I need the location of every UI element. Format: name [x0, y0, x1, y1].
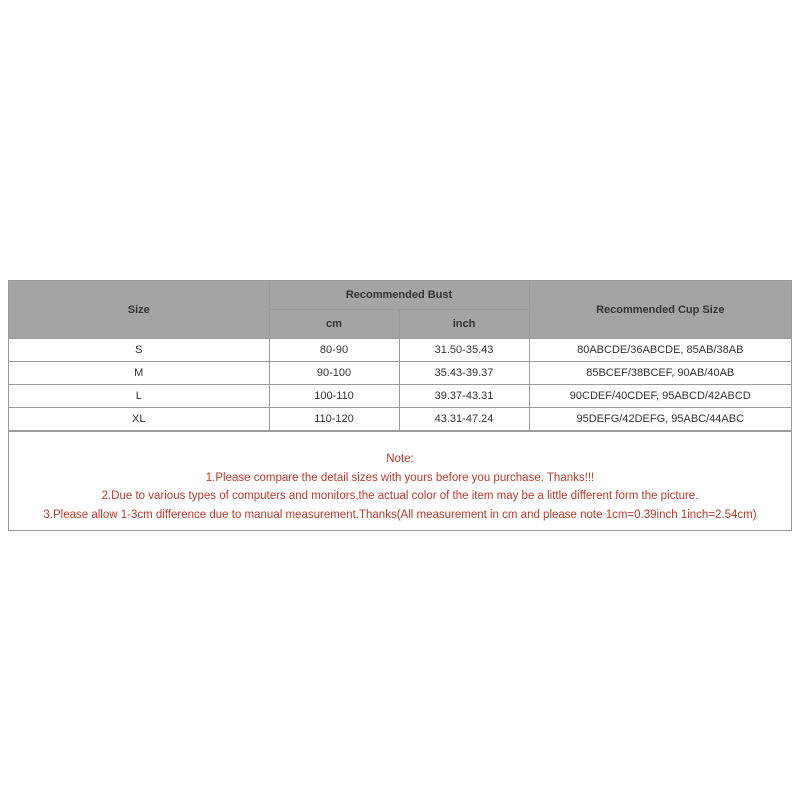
- cell-size: XL: [9, 408, 269, 431]
- cell-inch: 39.37-43.31: [399, 385, 529, 408]
- cell-cup: 85BCEF/38BCEF, 90AB/40AB: [529, 362, 791, 385]
- header-recommended-bust: Recommended Bust: [269, 281, 529, 310]
- notes-title: Note:: [386, 453, 414, 465]
- header-recommended-cup-size: Recommended Cup Size: [529, 281, 791, 339]
- cell-cm: 90-100: [269, 362, 399, 385]
- header-cm: cm: [269, 310, 399, 339]
- table-row: [9, 362, 791, 385]
- notes-section: [9, 431, 791, 530]
- cell-cm: 110-120: [269, 408, 399, 431]
- size-chart: [8, 280, 792, 531]
- cell-size: L: [9, 385, 269, 408]
- note-line-2: 2.Due to various types of computers and monitors,the actual color of the item may be a little different form the picture.: [101, 490, 699, 502]
- cell-size: S: [9, 339, 269, 362]
- cell-cup: 95DEFG/42DEFG, 95ABC/44ABC: [529, 408, 791, 431]
- header-inch: inch: [399, 310, 529, 339]
- cell-inch: 43.31-47.24: [399, 408, 529, 431]
- cell-inch: 31.50-35.43: [399, 339, 529, 362]
- table-row: [9, 385, 791, 408]
- cell-inch: 35.43-39.37: [399, 362, 529, 385]
- cell-cup: 90CDEF/40CDEF, 95ABCD/42ABCD: [529, 385, 791, 408]
- table-header: [9, 281, 791, 339]
- cell-cm: 100-110: [269, 385, 399, 408]
- size-table: [9, 281, 791, 431]
- table-row: [9, 408, 791, 431]
- cell-cup: 80ABCDE/36ABCDE, 85AB/38AB: [529, 339, 791, 362]
- cell-size: M: [9, 362, 269, 385]
- table-row: [9, 339, 791, 362]
- cell-cm: 80-90: [269, 339, 399, 362]
- note-line-1: 1.Please compare the detail sizes with yours before you purchase. Thanks!!!: [205, 471, 595, 484]
- header-size: Size: [9, 281, 269, 339]
- note-line-3: 3.Please allow 1-3cm difference due to manual measurement.Thanks(All measurement in cm and please note 1cm=0.39inch 1inch=2.54cm): [43, 508, 757, 521]
